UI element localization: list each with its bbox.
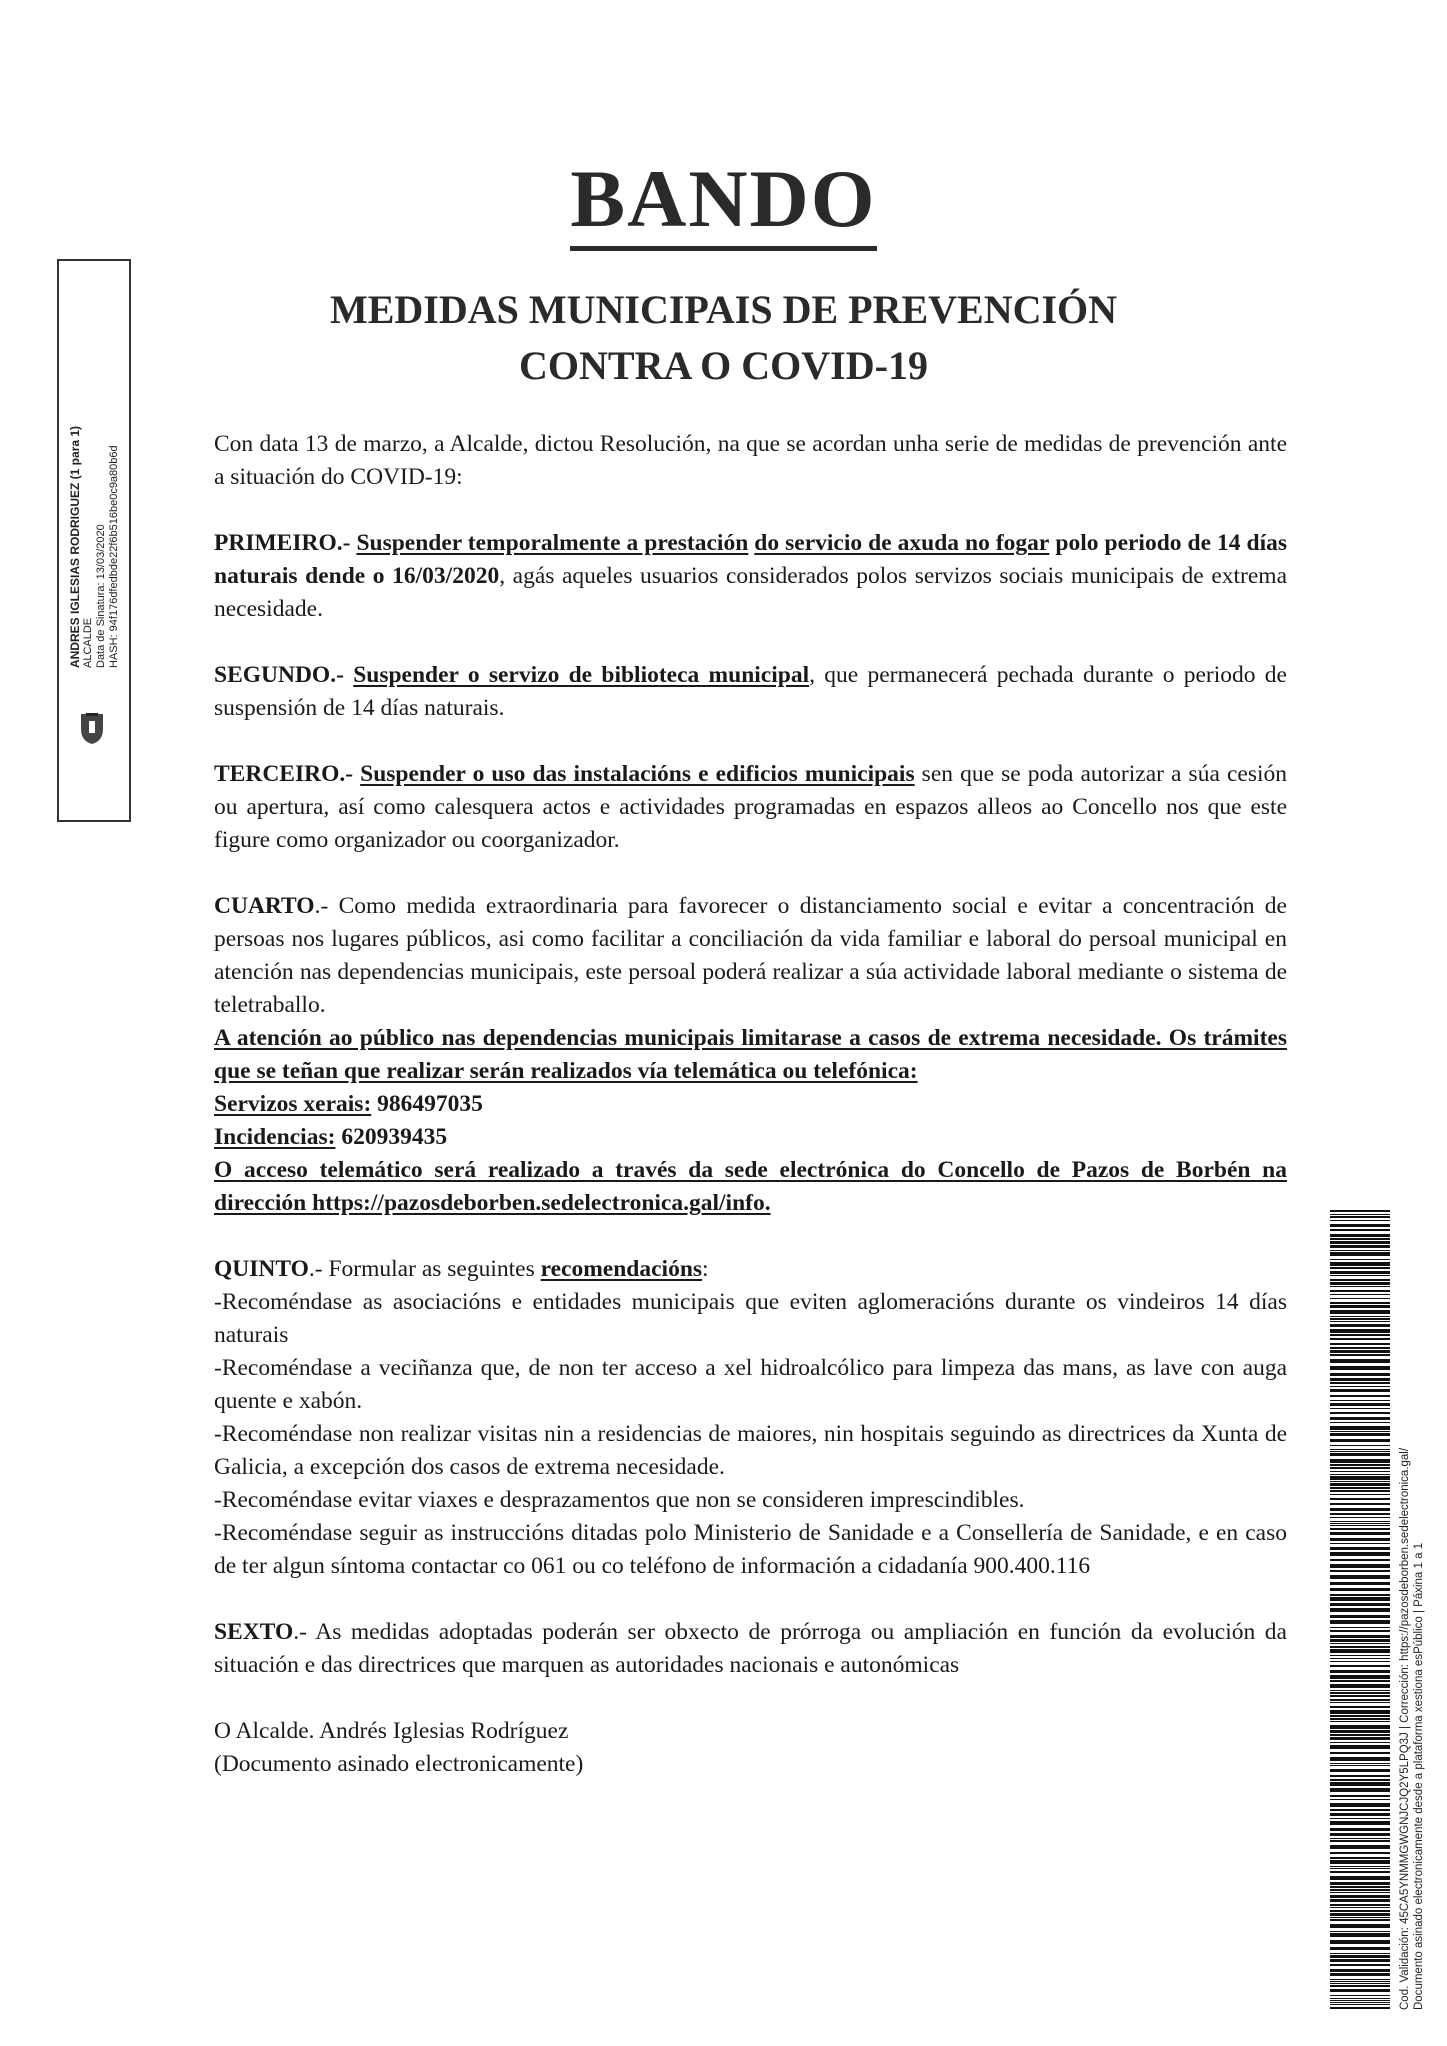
- document-body: [214, 428, 1287, 1781]
- barcode-stripe: [1330, 1763, 1390, 1764]
- barcode-stripe: [1330, 1737, 1390, 1740]
- barcode-stripe: [1330, 1481, 1390, 1482]
- barcode-stripe: [1330, 1765, 1390, 1766]
- barcode-stripe: [1330, 1528, 1390, 1530]
- barcode-stripe: [1330, 1788, 1390, 1792]
- barcode-stripe: [1330, 1559, 1390, 1561]
- recommendation-item: -Recoméndase a veciñanza que, de non ter acceso a xel hidroalcólico para limpeza das mans, as lave con auga quente e xabón.: [214, 1355, 1287, 1414]
- barcode-stripe: [1330, 1245, 1390, 1248]
- barcode-stripe: [1330, 1828, 1390, 1831]
- barcode-stripe: [1330, 1868, 1390, 1869]
- barcode-stripe: [1330, 1734, 1390, 1736]
- barcode-stripe: [1330, 1250, 1390, 1251]
- barcode-stripe: [1330, 1702, 1390, 1703]
- cuarto-paragraph: CUARTO.- Como medida extraordinaria para favorecer o distanciamento social e evitar a concentración de persoas nos lugares públicos, asi como facilitar a conciliación da vida familiar e laboral do persoal municipal en atención nas dependencias municipais, este persoal poderá realizar a súa actividade laboral mediante o sistema de teletraballo.: [214, 893, 1287, 1018]
- barcode-stripe: [1330, 1940, 1390, 1944]
- barcode-stripe: [1330, 1655, 1390, 1656]
- barcode-stripe: [1330, 1282, 1390, 1285]
- barcode-stripe: [1330, 1543, 1390, 1544]
- barcode-stripe: [1330, 1238, 1390, 1240]
- barcode-stripe: [1330, 1979, 1390, 1980]
- barcode-stripe: [1330, 1525, 1390, 1526]
- barcode-stripe: [1330, 1386, 1390, 1387]
- barcode-stripe: [1330, 1721, 1390, 1722]
- telematic-access-notice: O acceso telemático será realizado a través da sede electrónica do Concello de Pazos de Borbén na dirección https://pazosdeborben.sedelectronica.gal/info.: [214, 1157, 1287, 1216]
- barcode-stripe: [1330, 1995, 1390, 1996]
- barcode-stripe: [1330, 1433, 1390, 1436]
- barcode-stripe: [1330, 1955, 1390, 1958]
- barcode-caption-line-1: Cod. Validación: 45CA5YNMMGWGNJCJQ2Y5LPQ3J | Corrección: https://pazosdeborben.sedelectronica.gal/: [1399, 1447, 1411, 2010]
- barcode-stripe: [1330, 1286, 1390, 1287]
- barcode-stripe: [1330, 1316, 1390, 1317]
- terceiro-paragraph: TERCEIRO.- Suspender o uso das instalacións e edificios municipais sen que se poda autorizar a súa cesión ou apertura, así como calesquera actos e actividades programadas en espazos alleos ao Concello nos que este figure como organizador ou coorganizador.: [214, 761, 1287, 853]
- barcode-stripe: [1330, 1799, 1390, 1800]
- intro-paragraph: Con data 13 de marzo, a Alcalde, dictou Resolución, na que se acordan unha serie de medidas de prevención ante a situación do COVID-19:: [214, 431, 1287, 490]
- barcode-stripe: [1330, 1840, 1390, 1842]
- barcode-stripe: [1330, 1635, 1390, 1638]
- barcode-stripe: [1330, 1382, 1390, 1384]
- barcode-stripe: [1330, 1821, 1390, 1825]
- barcode-stripe: [1330, 1718, 1390, 1720]
- barcode-stripe: [1330, 1769, 1390, 1772]
- barcode-stripe: [1330, 2004, 1390, 2005]
- page-subtitle: [0, 282, 1447, 394]
- barcode-stripe: [1330, 1517, 1390, 1518]
- barcode-stripe: [1330, 1886, 1390, 1888]
- barcode-stripe: [1330, 1350, 1390, 1353]
- barcode-stripe: [1330, 1892, 1390, 1893]
- barcode-stripe: [1330, 1513, 1390, 1515]
- barcode-stripe: [1330, 1775, 1390, 1777]
- barcode-stripe: [1330, 1329, 1390, 1333]
- barcode-stripe: [1330, 1959, 1390, 1962]
- barcode-stripe: [1330, 1229, 1390, 1231]
- page-title: BANDO: [0, 152, 1447, 246]
- barcode-stripe: [1330, 1417, 1390, 1420]
- barcode-stripe: [1330, 1483, 1390, 1486]
- attention-notice: A atención ao público nas dependencias municipais limitarase a casos de extrema necesidade. Os trámites que se teñan que realizar serán realizados vía telemática ou telefónica:: [214, 1025, 1287, 1084]
- barcode-stripe: [1330, 1973, 1390, 1976]
- barcode-stripe: [1330, 1620, 1390, 1624]
- barcode-stripe: [1330, 1294, 1390, 1295]
- barcode-stripe: [1330, 1695, 1390, 1697]
- barcode-stripe: [1330, 1907, 1390, 1908]
- barcode-stripe: [1330, 1343, 1390, 1345]
- barcode-stripe: [1330, 1639, 1390, 1642]
- barcode-stripe: [1330, 1933, 1390, 1937]
- barcode-stripe: [1330, 1809, 1390, 1811]
- barcode-stripe: [1330, 1646, 1390, 1648]
- barcode-stripe: [1330, 1279, 1390, 1281]
- barcode-stripe: [1330, 1857, 1390, 1859]
- barcode-stripe: [1330, 1220, 1390, 1221]
- barcode-stripe: [1330, 1400, 1390, 1401]
- barcode-stripe: [1330, 1234, 1390, 1237]
- barcode-caption-line-2: Documento asinado electronicamente desde a plataforma xestiona esPúblico | Páxina 1 a 1: [1413, 1542, 1425, 2010]
- barcode-stripe: [1330, 1919, 1390, 1921]
- barcode-stripe: [1330, 1813, 1390, 1816]
- barcode-stripe: [1330, 1290, 1390, 1292]
- barcode-stripe: [1330, 1895, 1390, 1898]
- recommendation-item: -Recoméndase as asociacións e entidades municipais que eviten aglomeracións durante os vindeiros 14 días naturais: [214, 1289, 1287, 1348]
- barcode-stripe: [1330, 1403, 1390, 1406]
- barcode-stripe: [1330, 1989, 1390, 1992]
- stamp-role: ALCALDE: [82, 617, 94, 668]
- barcode-stripe: [1330, 1538, 1390, 1541]
- barcode-stripe: [1330, 1582, 1390, 1585]
- barcode-stripe: [1330, 1426, 1390, 1430]
- barcode-stripe: [1330, 1564, 1390, 1568]
- stamp-signer: ANDRES IGLESIAS RODRIGUEZ (1 para 1): [68, 425, 82, 668]
- barcode-stripe: [1330, 1449, 1390, 1450]
- barcode-stripe: [1330, 1818, 1390, 1819]
- barcode-stripe: [1330, 1603, 1390, 1606]
- barcode-stripe: [1330, 1833, 1390, 1836]
- barcode-stripe: [1330, 1305, 1390, 1308]
- barcode-stripe: [1330, 1464, 1390, 1466]
- barcode-stripe: [1330, 1422, 1390, 1423]
- barcode-stripe: [1330, 1998, 1390, 1999]
- barcode-stripe: [1330, 1487, 1390, 1489]
- barcode-stripe: [1330, 1608, 1390, 1612]
- barcode-stripe: [1330, 1690, 1390, 1691]
- barcode-stripe: [1330, 1271, 1390, 1274]
- barcode-stripe: [1330, 1964, 1390, 1966]
- recommendation-item: -Recoméndase evitar viaxes e desprazamentos que non se consideren imprescindibles.: [214, 1487, 1025, 1513]
- barcode-stripe: [1330, 1471, 1390, 1472]
- barcode-stripe: [1330, 1267, 1390, 1269]
- barcode-stripe: [1330, 1745, 1390, 1749]
- stamp-hash: HASH: 94f176dfedbde22f6b516be0c9a80b6d: [108, 445, 120, 668]
- recommendation-item: -Recoméndase seguir as instruccións ditadas polo Ministerio de Sanidade e a Consellería de Sanidade, e en caso de ter algun síntoma contactar co 061 ou co teléfono de información a cidadanía 900.400.116: [214, 1520, 1287, 1579]
- barcode-stripe: [1330, 1451, 1390, 1452]
- barcode-stripe: [1330, 1476, 1390, 1480]
- barcode-stripe: [1330, 1706, 1390, 1708]
- barcode-stripe: [1330, 1630, 1390, 1632]
- incidencias-contact: Incidencias: 620939435: [214, 1124, 448, 1150]
- barcode-stripe: [1330, 1532, 1390, 1535]
- barcode-stripe: [1330, 1795, 1390, 1797]
- barcode-stripe: [1330, 2007, 1390, 2009]
- barcode-stripe: [1330, 1742, 1390, 1743]
- barcode-stripe: [1330, 1338, 1390, 1340]
- barcode-stripe: [1330, 1899, 1390, 1902]
- barcode-stripe: [1330, 1710, 1390, 1714]
- barcode-stripe: [1330, 1866, 1390, 1867]
- barcode-stripe: [1330, 1474, 1390, 1475]
- barcode-stripe: [1330, 1275, 1390, 1276]
- barcode-stripe: [1330, 1752, 1390, 1754]
- barcode-stripe: [1330, 1570, 1390, 1572]
- barcode-stripe: [1330, 1725, 1390, 1729]
- barcode-stripe: [1330, 1347, 1390, 1349]
- barcode-stripe: [1330, 1310, 1390, 1314]
- barcode-stripe: [1330, 1298, 1390, 1299]
- barcode-stripe: [1330, 1779, 1390, 1781]
- barcode-stripe: [1330, 1366, 1390, 1370]
- barcode-stripe: [1330, 1224, 1390, 1227]
- barcode-stripe: [1330, 1395, 1390, 1397]
- barcode-stripe: [1330, 1575, 1390, 1579]
- barcode-stripe: [1330, 1904, 1390, 1906]
- barcode-stripe: [1330, 1597, 1390, 1601]
- barcode-stripe: [1330, 1498, 1390, 1500]
- barcode-stripe: [1330, 1318, 1390, 1320]
- barcode-stripe: [1330, 1981, 1390, 1982]
- barcode-stripe: [1330, 1439, 1390, 1442]
- barcode-stripe: [1330, 1552, 1390, 1556]
- barcode-stripe: [1330, 1658, 1390, 1659]
- barcode-stripe: [1330, 1985, 1390, 1987]
- barcode-stripe: [1330, 1924, 1390, 1928]
- barcode-stripe: [1330, 1845, 1390, 1849]
- barcode-stripe: [1330, 1889, 1390, 1891]
- barcode-stripe: [1330, 1838, 1390, 1839]
- barcode-stripe: [1330, 1547, 1390, 1550]
- barcode-stripe: [1330, 1649, 1390, 1653]
- sexto-paragraph: SEXTO.- As medidas adoptadas poderán ser obxecto de prórroga ou ampliación en función da evolución da situación e das directrices que marquen as autoridades nacionais e autonómicas: [214, 1619, 1287, 1678]
- barcode-stripe: [1330, 1882, 1390, 1885]
- barcode-stripe: [1330, 1983, 1390, 1984]
- barcode-stripe: [1330, 1627, 1390, 1628]
- barcode-stripe: [1330, 1692, 1390, 1694]
- barcode-stripe: [1330, 1730, 1390, 1733]
- barcode-stripe: [1330, 1241, 1390, 1244]
- barcode-stripe: [1330, 1334, 1390, 1336]
- barcode-stripe: [1330, 1757, 1390, 1761]
- barcode-stripe: [1330, 1445, 1390, 1446]
- barcode-stripe: [1330, 1431, 1390, 1432]
- barcode-stripe: [1330, 2000, 1390, 2001]
- barcode-stripe: [1330, 1412, 1390, 1414]
- barcode-stripe: [1330, 1852, 1390, 1854]
- barcode-stripe: [1330, 1321, 1390, 1322]
- barcode-stripe: [1330, 1503, 1390, 1505]
- barcode-stripe: [1330, 1588, 1390, 1591]
- barcode-stripe: [1330, 1214, 1390, 1215]
- barcode-stripe: [1330, 1969, 1390, 1972]
- barcode-stripe: [1330, 1467, 1390, 1469]
- barcode-stripe: [1330, 1494, 1390, 1495]
- barcode-stripe: [1330, 1782, 1390, 1786]
- barcode-stripe: [1330, 1508, 1390, 1511]
- barcode-stripe: [1330, 1917, 1390, 1918]
- signature-note: (Documento asinado electronicamente): [214, 1751, 584, 1777]
- barcode-stripe: [1330, 1252, 1390, 1256]
- signature-line: O Alcalde. Andrés Iglesias Rodríguez: [214, 1718, 569, 1744]
- barcode-stripe: [1330, 1521, 1390, 1522]
- barcode-stripe: [1330, 1523, 1390, 1524]
- barcode-stripe: [1330, 1459, 1390, 1463]
- barcode-stripe: [1330, 1661, 1390, 1662]
- recommendation-item: -Recoméndase non realizar visitas nin a residencias de maiores, nin hospitais seguindo as directrices da Xunta de Galicia, a excepción dos casos de extrema necesidade.: [214, 1421, 1287, 1480]
- subtitle-line-2: CONTRA O COVID-19: [519, 343, 928, 388]
- barcode-stripe: [1330, 1643, 1390, 1644]
- barcode-stripe: [1330, 1594, 1390, 1596]
- barcode-stripe: [1330, 1354, 1390, 1356]
- barcode-stripe: [1330, 1378, 1390, 1381]
- barcode-stripe: [1330, 1953, 1390, 1954]
- barcode-stripe: [1330, 1262, 1390, 1266]
- barcode-stripe: [1330, 1910, 1390, 1912]
- validation-barcode: [1330, 1210, 1390, 2010]
- barcode-stripe: [1330, 1871, 1390, 1873]
- barcode-stripe: [1330, 1302, 1390, 1304]
- barcode-stripe: [1330, 1675, 1390, 1679]
- segundo-paragraph: SEGUNDO.- Suspender o servizo de biblioteca municipal, que permanecerá pechada durante o periodo de suspensión de 14 días naturais.: [214, 662, 1287, 721]
- barcode-stripe: [1330, 1876, 1390, 1880]
- barcode-stripe: [1330, 1860, 1390, 1864]
- barcode-stripe: [1330, 1684, 1390, 1688]
- barcode-stripe: [1330, 1490, 1390, 1492]
- barcode-stripe: [1330, 1324, 1390, 1327]
- barcode-stripe: [1330, 1216, 1390, 1218]
- barcode-caption: [1398, 1210, 1426, 2010]
- subtitle-line-1: MEDIDAS MUNICIPAIS DE PREVENCIÓN: [329, 287, 1118, 332]
- stamp-date: Data de Sinatura: 13/03/2020: [95, 524, 107, 668]
- barcode-stripe: [1330, 1408, 1390, 1409]
- barcode-stripe: [1330, 1615, 1390, 1618]
- barcode-stripe: [1330, 1680, 1390, 1682]
- barcode-stripe: [1330, 2002, 1390, 2003]
- barcode-stripe: [1330, 1259, 1390, 1260]
- barcode-stripe: [1330, 1931, 1390, 1932]
- quinto-paragraph: QUINTO.- Formular as seguintes recomendacións:: [214, 1256, 709, 1282]
- municipal-crest-icon: [78, 711, 106, 745]
- barcode-stripe: [1330, 1359, 1390, 1363]
- barcode-stripe: [1330, 1210, 1390, 1212]
- barcode-stripe: [1330, 1373, 1390, 1376]
- barcode-stripe: [1330, 1715, 1390, 1717]
- barcode-stripe: [1330, 1453, 1390, 1456]
- barcode-stripe: [1330, 1947, 1390, 1950]
- primeiro-paragraph: PRIMEIRO.- Suspender temporalmente a prestación do servicio de axuda no fogar polo periodo de 14 días naturais dende o 16/03/2020, agás aqueles usuarios considerados polos servizos sociais municipais de extrema necesidade.: [214, 530, 1288, 622]
- barcode-stripe: [1330, 1389, 1390, 1392]
- barcode-stripe: [1330, 1670, 1390, 1673]
- barcode-stripe: [1330, 1803, 1390, 1807]
- barcode-stripe: [1330, 1665, 1390, 1667]
- barcode-stripe: [1330, 1913, 1390, 1916]
- servizos-contact: Servizos xerais: 986497035: [214, 1091, 483, 1117]
- barcode-stripe: [1330, 1699, 1390, 1701]
